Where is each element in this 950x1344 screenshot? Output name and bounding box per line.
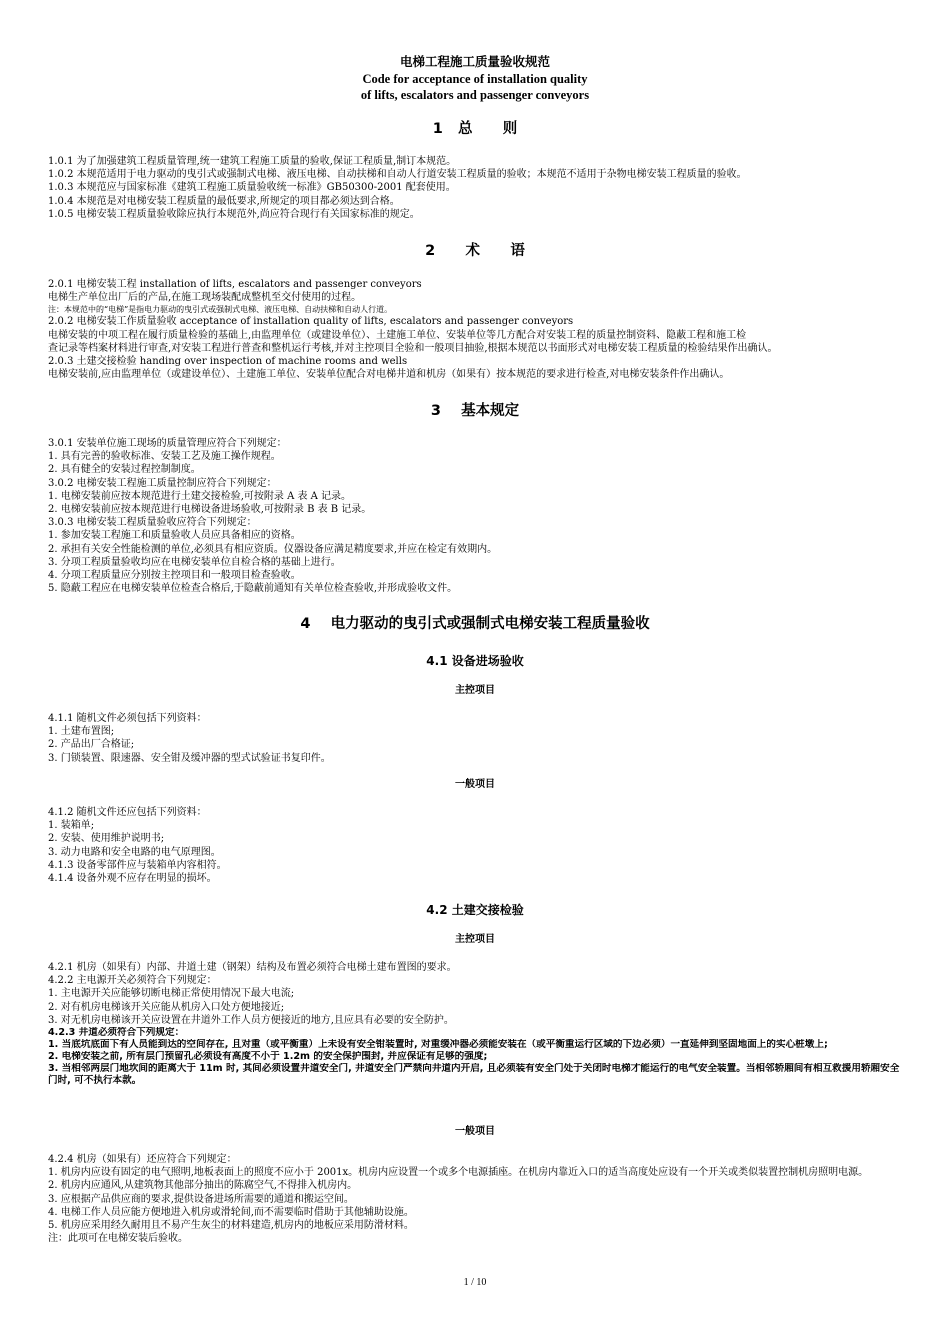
clause-4-2-4: 4.2.4 机房（如果有）还应符合下列规定： [48, 1154, 237, 1165]
chapter-1-heading: 1 总 则 [432, 121, 518, 137]
clause-4-2-4-item-1: 1. 机房内应设有固定的电气照明,地板表面上的照度不应小于 2001x。机房内应设置一个或多个电源插座。在机房内靠近入口的适当高度处应设有一个开关或类似装置控制机房照明电源。 [48, 1167, 869, 1179]
clause-2-0-1-def: 电梯生产单位出厂后的产品,在施工现场装配成整机至交付使用的过程。 [48, 292, 362, 304]
clause-1-0-3: 1.0.3 本规范应与国家标准《建筑工程施工质量验收统一标准》GB50300-2001 配套使用。 [48, 182, 456, 194]
section-4-1-heading: 4.1 设备进场验收 [426, 654, 524, 668]
clause-line: 2. 安装、使用维护说明书; [48, 833, 165, 845]
section-4-2-heading: 4.2 土建交接检验 [426, 903, 524, 917]
clause-line: 3. 对无机房电梯该开关应设置在井道外工作人员方便接近的地方,且应具有必要的安全防护。 [48, 1014, 454, 1026]
clause-line: 2. 产品出厂合格证; [48, 739, 135, 751]
chapter-1-body [48, 155, 906, 221]
clause-2-0-3: 2.0.3 土建交接检验 handing over inspection of machine rooms and wells [48, 356, 408, 368]
clause-2-0-2-def-1: 电梯安装的中项工程在履行质量检验的基础上,由监理单位（或建设单位）、土建施工单位、安装单位等几方配合对安装工程的质量控制资料、隐蔽工程和施工检 [48, 329, 747, 341]
clause-line: 2. 电梯安装前应按本规范进行电梯设备进场验收,可按附录 B 表 B 记录。 [48, 504, 372, 516]
chapter-4-heading: 4 电力驱动的曳引式或强制式电梯安装工程质量验收 [300, 616, 650, 632]
chapter-3-heading: 3 基本规定 [430, 403, 520, 419]
clause-2-0-1: 2.0.1 电梯安装工程 installation of lifts, escalators and passenger conveyors [48, 279, 422, 290]
clause-line: 4.2.1 机房（如果有）内部、井道土建（钢架）结构及布置必须符合电梯土建布置图的要求。 [48, 962, 457, 973]
clause-line: 1. 土建布置图; [48, 726, 115, 738]
clause-line: 5. 隐蔽工程应在电梯安装单位检查合格后,于隐蔽前通知有关单位检查验收,并形成验收文件。 [48, 583, 458, 595]
clause-line: 4.1.4 设备外观不应存在明显的损坏。 [48, 873, 217, 885]
clause-2-0-2: 2.0.2 电梯安装工作质量验收 acceptance of installation quality of lifts, escalators and passenger conveyors [48, 316, 574, 328]
clause-line: 4.1.1 随机文件必须包括下列资料： [48, 713, 207, 724]
clause-line: 3. 分项工程质量验收均应在电梯安装单位自检合格的基础上进行。 [48, 556, 341, 568]
clause-line: 3.0.3 电梯安装工程质量验收应符合下列规定： [48, 517, 257, 529]
clause-line: 1. 装箱单; [48, 820, 95, 832]
clause-line: 1. 具有完善的验收标准、安装工艺及施工操作规程。 [48, 451, 281, 463]
chapter-2-body [48, 278, 906, 381]
clause-2-0-1-note: 注：本规范中的“电梯”是指电力驱动的曳引式或强制式电梯、液压电梯、自动扶梯和自动人行道。 [48, 305, 393, 315]
chapter-2-heading: 2 术 语 [425, 243, 525, 259]
clause-line: 5. 机房应采用经久耐用且不易产生灰尘的材料建造,机房内的地板应采用防滑材料。 [48, 1220, 414, 1232]
doc-title-en-2: of lifts, escalators and passenger conveyors [360, 88, 590, 102]
section-4-2-general-body [48, 1153, 906, 1245]
clause-4-2-3-item-3: 3. 当相邻两层门地坎间的距离大于 11m 时, 其间必须设置井道安全门, 井道安全门严禁向井道内开启, 且必须装有安全门处于关闭时电梯才能运行的电气安全装置。当相邻轿厢间有相互救援用轿厢安全门时, 可不执行本款。 [48, 1063, 900, 1087]
clause-4-2-3-item-2: 2. 电梯安装之前, 所有层门预留孔必须设有高度不小于 1.2m 的安全保护围封, 并应保证有足够的强度; [48, 1051, 488, 1063]
clause-line: 1. 参加安装工程施工和质量验收人员应具备相应的资格。 [48, 530, 301, 542]
clause-line: 4. 电梯工作人员应能方便地进入机房或滑轮间,而不需要临时借助于其他辅助设施。 [48, 1206, 414, 1218]
section-4-1-main-body [48, 712, 906, 765]
clause-line: 4. 分项工程质量应分别按主控项目和一般项目检查验收。 [48, 570, 301, 582]
clause-2-0-2-def-2: 查记录等档案材料进行审查,对安装工程进行普查和整机运行考核,并对主控项目全验和一般项目抽验,根据本规范以书面形式对电梯安装工程质量的检验结果作出确认。 [48, 342, 778, 354]
clause-1-0-1: 1.0.1 为了加强建筑工程质量管理,统一建筑工程施工质量的验收,保证工程质量,制订本规范。 [48, 156, 457, 167]
section-4-2-main-label: 主控项目 [455, 934, 495, 945]
clause-line: 4.1.2 随机文件还应包括下列资料： [48, 807, 207, 818]
clause-1-0-2: 1.0.2 本规范适用于电力驱动的曳引式或强制式电梯、液压电梯、自动扶梯和自动人行道安装工程质量的验收；本规范不适用于杂物电梯安装工程质量的验收。 [48, 169, 747, 181]
clause-line: 4.1.3 设备零部件应与装箱单内容相符。 [48, 859, 227, 871]
chapter-3-body [48, 437, 906, 595]
clause-line: 注：此项可在电梯安装后验收。 [48, 1233, 188, 1245]
section-4-1-general-label: 一般项目 [455, 779, 495, 790]
clause-2-0-3-def: 电梯安装前,应由监理单位（或建设单位）、土建施工单位、安装单位配合对电梯井道和机房（如果有）按本规范的要求进行检查,对电梯安装条件作出确认。 [48, 369, 730, 381]
page-number: 1 / 10 [463, 1277, 487, 1288]
section-4-2-main-body [48, 961, 906, 1087]
clause-line: 2. 具有健全的安装过程控制制度。 [48, 464, 201, 476]
section-4-1-main-label: 主控项目 [455, 685, 495, 696]
clause-line: 2. 机房内应通风,从建筑物其他部分抽出的陈腐空气,不得排入机房内。 [48, 1180, 358, 1192]
clause-line: 1. 电梯安装前应按本规范进行土建交接检验,可按附录 A 表 A 记录。 [48, 490, 352, 502]
clause-line: 3.0.2 电梯安装工程施工质量控制应符合下列规定： [48, 477, 277, 489]
clause-4-2-3-bold: 4.2.3 井道必须符合下列规定： [48, 1027, 185, 1039]
clause-line: 1. 主电源开关应能够切断电梯正常使用情况下最大电流; [48, 988, 295, 1000]
clause-4-2-3-item-1: 1. 当底坑底面下有人员能到达的空间存在, 且对重（或平衡重）上未设有安全钳装置时, 对重缓冲器必须能安装在（或平衡重运行区域的下边必须）一直延伸到坚固地面上的实心桩墩上; [48, 1039, 828, 1051]
clause-line: 2. 承担有关安全性能检测的单位,必须具有相应资质。仪器设备应满足精度要求,并应在检定有效期内。 [48, 543, 498, 555]
clause-line: 4.2.2 主电源开关必须符合下列规定： [48, 975, 217, 987]
clause-line: 3.0.1 安装单位施工现场的质量管理应符合下列规定： [48, 438, 287, 449]
clause-line: 3. 门锁装置、限速器、安全钳及缓冲器的型式试验证书复印件。 [48, 752, 331, 764]
doc-title-cn: 电梯工程施工质量验收规范 [399, 54, 550, 69]
section-4-1-general-body [48, 806, 906, 885]
clause-line: 3. 应根据产品供应商的要求,提供设备进场所需要的通道和搬运空间。 [48, 1193, 354, 1205]
clause-1-0-5: 1.0.5 电梯安装工程质量验收除应执行本规范外,尚应符合现行有关国家标准的规定。 [48, 208, 420, 220]
clause-line: 3. 动力电路和安全电路的电气原理图。 [48, 846, 221, 858]
clause-line: 2. 对有机房电梯该开关应能从机房入口处方便地接近; [48, 1001, 285, 1013]
clause-1-0-4: 1.0.4 本规范是对电梯安装工程质量的最低要求,所规定的项目都必须达到合格。 [48, 195, 400, 207]
section-4-2-general-label: 一般项目 [455, 1126, 495, 1137]
doc-title-en-1: Code for acceptance of installation quality [362, 72, 588, 86]
